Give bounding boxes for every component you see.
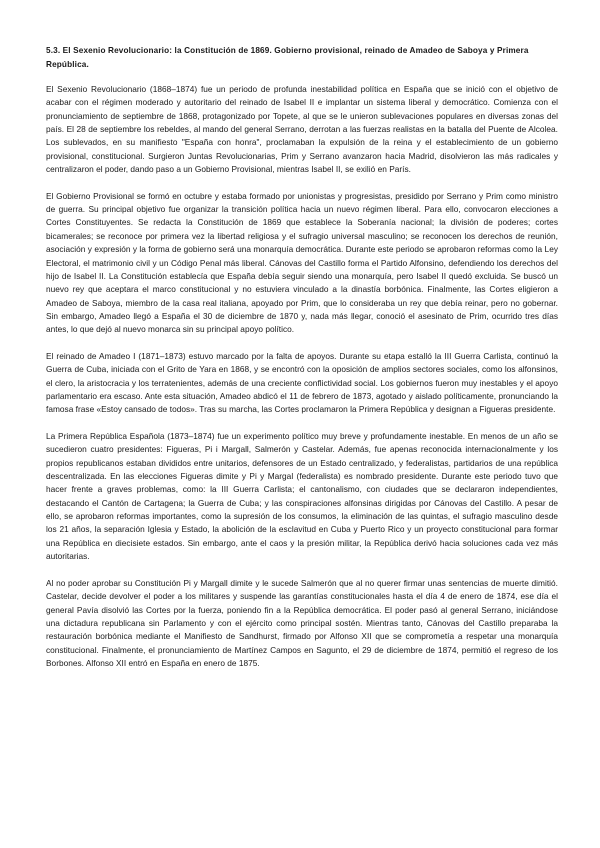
paragraph-reinado-amadeo: El reinado de Amadeo I (1871–1873) estuvo marcado por la falta de apoyos. Durante su etapa estalló la III Guerra Carlista, continuó la Guerra de Cuba, iniciada con el Grito de Yara en 1868, y se encontró con la oposición de amplios sectores sociales, como los alfonsinos, el clero, la aristocracia y los terratenientes, además de una creciente conflictividad social. Los gobiernos fueron muy inestables y el apoyo parlamentario era escaso. Ante esta situación, Amadeo abdicó el 11 de febrero de 1873, agotado y aislado políticamente, pronunciando la famosa frase «Estoy cansado de todos». Tras su marcha, las Cortes proclamaron la Primera República y designan a Figueras presidente. — [46, 350, 558, 415]
document-page — [46, 44, 558, 684]
paragraph-gobierno-provisional: El Gobierno Provisional se formó en octubre y estaba formado por unionistas y progresistas, presidido por Serrano y Prim como ministro de guerra. Su principal objetivo fue organizar la transición política hacia un nuevo régimen liberal. Para ello, convocaron elecciones a Cortes Constituyentes. Se redacta la Constitución de 1869 que establece la Soberanía nacional; la división de poderes; cortes bicamerales; se reconoce por primera vez la libertad religiosa y el sufragio universal masculino; se reconocen los derechos de reunión, asociación y expresión y la forma de gobierno será una monarquía democrática. Durante este periodo se aprobaron reformas como la Ley Electoral, el matrimonio civil y un Código Penal más liberal. Cánovas del Castillo forma el Partido Alfonsino, defendiendo los derechos del hijo de Isabel II. La Constitución establecía que España debía seguir siendo una monarquía, pero Isabel II quedó excluida. Se buscó un nuevo rey que aceptara el marco constitucional y no estuviera vinculado a la dinastía borbónica. Finalmente, las Cortes eligieron a Amadeo de Saboya, miembro de la casa real italiana, apoyado por Prim, que lo consideraba un rey que debía reinar, pero no gobernar. Sin embargo, Amadeo llegó a España el 30 de diciembre de 1870 y, nada más llegar, conoció el asesinato de Prim, ocurrido tres días antes, lo que dejó al nuevo monarca sin su principal apoyo político. — [46, 190, 558, 335]
section-heading: 5.3. El Sexenio Revolucionario: la Constitución de 1869. Gobierno provisional, reinado de Amadeo de Saboya y Primera República. — [46, 46, 529, 69]
paragraph-sexenio-intro: El Sexenio Revolucionario (1868–1874) fue un periodo de profunda inestabilidad política en España que se inició con el objetivo de acabar con el régimen moderado y autoritario del reinado de Isabel II e implantar un sistema liberal y democrático. Comienza con el pronunciamiento de septiembre de 1868, protagonizado por Topete, al que se le unieron sublevaciones populares en diversas zonas del país. El 28 de septiembre los rebeldes, al mando del general Serrano, derrotan a las fuerzas realistas en la batalla del Puente de Alcolea. Los sublevados, en su manifiesto "España con honra", proclamaban la expulsión de la reina y el establecimiento de un gobierno provisional, constitucional. Surgieron Juntas Revolucionarias, Prim y Serrano avanzaron hacia Madrid, disolvieron las más radicales y centralizaron el poder, dando paso a un Gobierno Provisional, mientras Isabel II, se exilió en París. — [46, 84, 558, 175]
paragraph-fin-republica: Al no poder aprobar su Constitución Pi y Margall dimite y le sucede Salmerón que al no querer firmar unas sentencias de muerte dimitió. Castelar, decide devolver el poder a los militares y suspende las garantías constitucionales hasta el día 4 de enero de 1874, ese día el general Pavía disolvió las Cortes por la fuerza, poniendo fin a la República democrática. El poder pasó al general Serrano, iniciándose una dictadura republicana sin Parlamento y con el ejército como principal sostén. Mientras tanto, Cánovas del Castillo preparaba la restauración borbónica mediante el Manifiesto de Sandhurst, firmado por Alfonso XII que se comprometía a respetar una monarquía constitucional. Finalmente, el pronunciamiento de Martínez Campos en Sagunto, el 29 de diciembre de 1874, permitió el regreso de los Borbones. Alfonso XII entró en España en enero de 1875. — [46, 577, 558, 668]
paragraph-primera-republica: La Primera República Española (1873–1874) fue un experimento político muy breve y profundamente inestable. En menos de un año se sucedieron cuatro presidentes: Figueras, Pi i Margall, Salmerón y Castelar. Además, fue apenas reconocida internacionalmente y los propios republicanos estaban divididos entre unitarios, defensores de un Estado centralizado, y federalistas, partidarios de una república descentralizada. En las elecciones Figueras dimite y Pi y Margal (federalista) es nombrado presidente. Durante este periodo tuvo que hacer frente a graves problemas, como: la III Guerra Carlista; el cantonalismo, con ciudades que se declararon independientes, destacando el Cantón de Cartagena; la Guerra de Cuba; y las conspiraciones alfonsinas dirigidas por Cánovas del Castillo. A pesar de ello, se aprobaron reformas importantes, como la supresión de los consumos, la eliminación de las quintas, el sufragio masculino desde los 21 años, la separación Iglesia y Estado, la abolición de la esclavitud en Cuba y Puerto Rico y un proyecto constitucional para formar una República en diecisiete estados. Sin embargo, ante el caos y la presión militar, la República derivó hacia soluciones cada vez más autoritarias. — [46, 431, 558, 562]
